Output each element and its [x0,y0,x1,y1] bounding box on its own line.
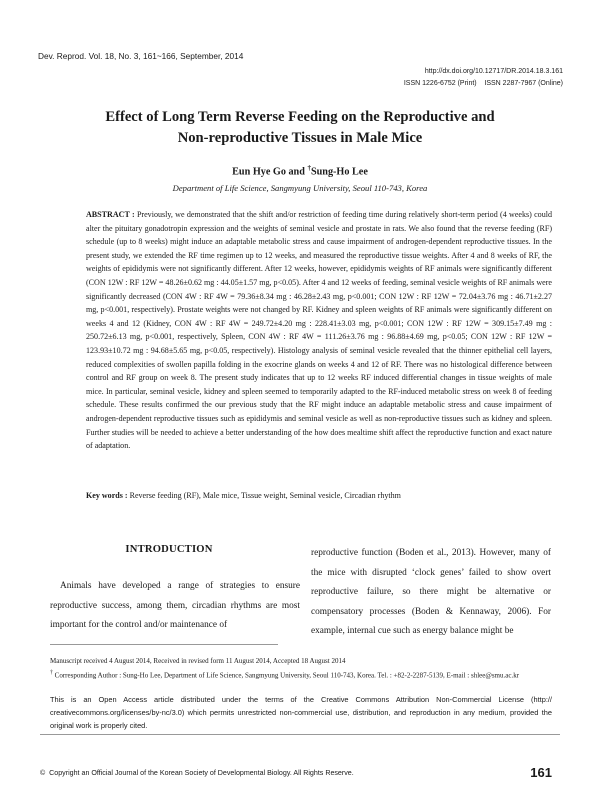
affiliation: Department of Life Science, Sangmyung University, Seoul 110-743, Korea [172,183,428,193]
keywords [86,489,552,502]
abstract-label: ABSTRACT : [86,210,135,219]
keywords-text: Reverse feeding (RF), Male mice, Tissue weight, Seminal vesicle, Circadian rhythm [127,491,401,500]
author-first: Eun Hye Go and [232,166,308,178]
title-line-2: Non-reproductive Tissues in Male Mice [177,130,423,146]
journal-reference: Dev. Reprod. Vol. 18, No. 3, 161~166, September, 2014 [38,51,244,61]
issn-line: ISSN 1226-6752 (Print) ISSN 2287-7967 (Online) [403,80,563,87]
footer-divider [40,734,560,735]
abstract [86,208,552,453]
copyright-line: © Copyright an Official Journal of the Korean Society of Developmental Biology. All Rights Reserve. [40,769,354,777]
open-access-license: This is an Open Access article distributed under the terms of the Creative Commons Attribution Non-Commercial License (http:// creativecommons.org/licenses/by-nc/3.0) which permits unrestricted non-commercial use, distribution, and reproduction in any medium, provided the original work is properly cited. [50,695,552,730]
title-line-1: Effect of Long Term Reverse Feeding on the Reproductive and [105,109,495,125]
corresponding-text: Corresponding Author : Sung-Ho Lee, Department of Life Science, Sangmyung University, Seoul 110-743, Korea. Tel. : +82-2-2287-5139, E-mail : shlee@smu.ac.kr [52,671,520,680]
intro-left-column: Animals have developed a range of strategies to ensure reproductive success, among them, circadian rhythms are most important for the control and/or maintenance of [50,581,300,631]
section-heading-introduction: INTRODUCTION [125,544,213,555]
doi-link[interactable]: http://dx.doi.org/10.12717/DR.2014.18.3.161 [424,68,563,75]
keywords-label: Key words : [86,491,128,500]
authors [0,164,600,177]
author-second: Sung-Ho Lee [310,166,368,178]
corresponding-dagger: † [307,164,311,172]
article-title [60,107,540,149]
corresponding-dagger-footnote: † [50,670,53,676]
intro-right-column: reproductive function (Boden et al., 2013). However, many of the mice with disrupted ‘clock genes’ failed to show overt reproductive failure, so there might be alternative or compensatory processes (Boden & Kennaway, 2006). For example, internal cue such as energy balance might be [311,548,551,637]
doi-issn-block [404,66,563,90]
manuscript-dates: Manuscript received 4 August 2014, Received in revised form 11 August 2014, Accepted 18 August 2014 [50,657,346,665]
footnote-divider [50,644,278,645]
abstract-text: Previously, we demonstrated that the shift and/or restriction of feeding time during relatively short-term period (4 weeks) could alter the pituitary gonadotropin expression and the weights of seminal vesicle and prostate in rats. We also found that the reverse feeding (RF) schedule (up to 8 weeks) might induce an adaptable metabolic stress and cause impairment of androgen-dependent reproductive tissues. In the present study, we extended the RF time regimen up to 12 weeks, and measured the reproductive tissue weights. After 4 and 8 weeks of RF, the weights of epididymis were not significantly different. After 12 weeks, however, epididymis weights of RF animals were significantly different (CON 12W : RF 12W = 48.26±0.62 mg : 44.05±1.57 mg, p<0.05). After 4 and 12 weeks of feeding, seminal vesicle weights of RF animals were significantly decreased (CON 4W : RF 4W = 79.36±8.34 mg : 46.28±2.43 mg, p<0.001; CON 12W : RF 12W = 72.04±3.76 mg : 46.71±2.27 mg, p<0.001, respectively). Prostate weights were not changed by RF. Kidney and spleen weights of RF animals were significantly different on weeks 4 and 12 (Kidney, CON 4W : RF 4W = 249.72±4.20 mg : 228.41±3.03 mg, p<0.001; CON 12W : RF 12W = 309.15±7.49 mg : 250.72±6.13 mg, p<0.001, respectively, Spleen, CON 4W : RF 4W = 111.26±3.76 mg : 96.88±4.69 mg, p<0.05; CON 12W : RF 12W = 123.93±10.72 mg : 94.68±5.65 mg, p<0.05, respectively). Histology analysis of seminal vesicle revealed that the thinner epithelial cell layers, reduced complexities of swollen papilla folding in the exocrine glands on weeks 4 and 12 of RF. There was no histological difference between control and RF group on week 8. The present study indicates that up to 12 weeks RF induced differential changes in tissue weights of male mice. In particular, seminal vesicle, kidney and spleen seemed to temporarily adapted to the RF-induced metabolic stress on week 8 of feeding schedule. These results confirmed the our previous study that the RF might induce an adaptable metabolic stress and cause impairment of androgen-dependent reproductive tissues such as epididymis and seminal vesicle as well as non-reproductive tissues such as kidney and spleen. Further studies will be needed to achieve a better understanding of the how does mealtime shift affect the reproductive function and exact nature of adaptation. [86,210,552,451]
page-number: 161 [530,765,552,780]
corresponding-author [50,668,552,681]
